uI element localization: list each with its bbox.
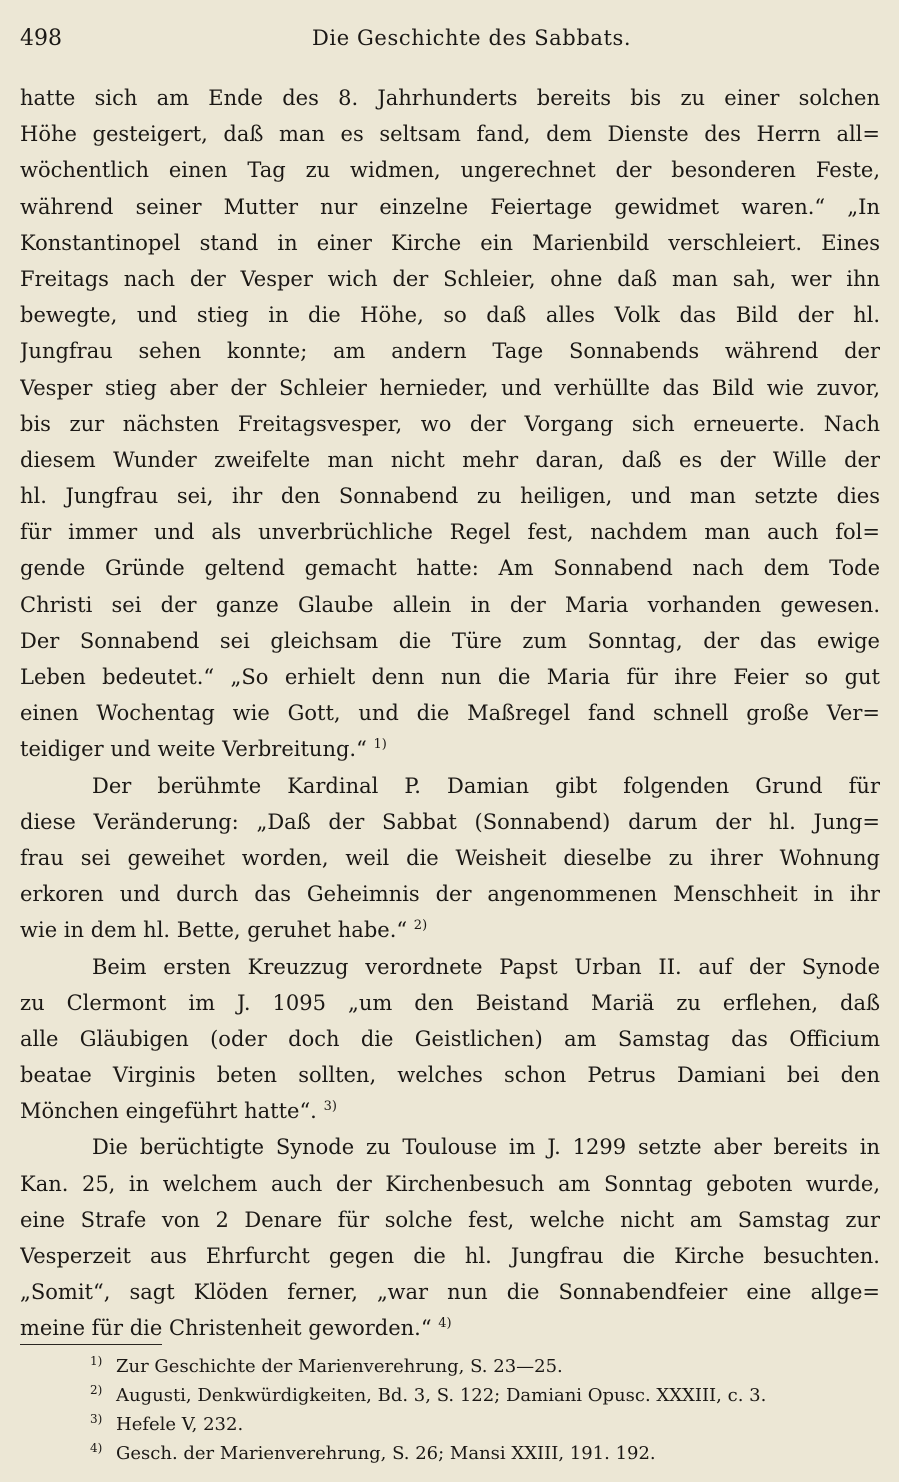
text-line-with-ref [20, 1093, 880, 1129]
footnote-text: Zur Geschichte der Marienverehrung, S. 23—25. [116, 1356, 563, 1377]
text-line: eine Strafe von 2 Denare für solche fest, welche nicht am Samstag zur [20, 1207, 880, 1232]
paragraph-start: Der berühmte Kardinal P. Damian gibt folgenden Grund für [92, 773, 880, 798]
text-line: Vesper stieg aber der Schleier hernieder, und verhüllte das Bild wie zuvor, [20, 375, 880, 400]
paragraph-start: Beim ersten Kreuzzug verordnete Papst Urban II. auf der Synode [92, 954, 880, 979]
footnote: 1) Zur Geschichte der Marienverehrung, S. 23—25. [90, 1354, 563, 1377]
text-line: hl. Jungfrau sei, ihr den Sonnabend zu heiligen, und man setzte dies [20, 484, 880, 509]
footnote-divider [20, 1344, 162, 1345]
footnote-ref: 1) [373, 737, 387, 753]
text-line: Konstantinopel stand in einer Kirche ein Marienbild verschleiert. Eines [20, 230, 880, 255]
text-line: diesem Wunder zweifelte man nicht mehr daran, daß es der Wille der [20, 447, 880, 472]
footnotes [90, 1352, 890, 1468]
text-line: für immer und als unverbrüchliche Regel fest, nachdem man auch fol= [20, 520, 880, 545]
text-line: Christi sei der ganze Glaube allein in der Maria vorhanden gewesen. [20, 592, 880, 617]
text-line: Jungfrau sehen konnte; am andern Tage Sonnabends während der [20, 339, 880, 364]
text-line: während seiner Mutter nur einzelne Feiertage gewidmet waren.“ „In [20, 194, 880, 219]
text-line: Der Sonnabend sei gleichsam die Türe zum Sonntag, der das ewige [20, 628, 880, 653]
text-line: hatte sich am Ende des 8. Jahrhunderts bereits bis zu einer solchen [20, 86, 880, 110]
text-line-with-ref [20, 912, 880, 948]
text-line-with-ref [20, 1310, 880, 1346]
text-line: bewegte, und stieg in die Höhe, so daß alles Volk das Bild der hl. [20, 303, 880, 328]
footnote-ref: 2) [413, 918, 428, 934]
text-line: bis zur nächsten Freitagsvesper, wo der Vorgang sich erneuerte. Nach [20, 411, 880, 436]
paragraph-start: Die berüchtigte Synode zu Toulouse im J. 1299 setzte aber bereits in [92, 1135, 880, 1160]
footnote-text: Gesch. der Marienverehrung, S. 26; Mansi XXIII, 191. 192. [116, 1443, 656, 1464]
body-text [20, 80, 880, 1347]
text-line: frau sei geweihet worden, weil die Weisheit dieselbe zu ihrer Wohnung [20, 845, 880, 870]
text-line-with-ref [20, 731, 880, 767]
page-number: 498 [20, 26, 62, 51]
text-line: Freitags nach der Vesper wich der Schleier, ohne daß man sah, wer ihn [20, 266, 880, 291]
running-title: Die Geschichte des Sabbats. [312, 26, 632, 50]
text-line: meine für die Christenheit geworden.“ [20, 1316, 432, 1341]
text-line: „Somit“, sagt Klöden ferner, „war nun die Sonnabendfeier eine allge= [20, 1280, 880, 1305]
text-line: Vesperzeit aus Ehrfurcht gegen die hl. Jungfrau die Kirche besuchten. [20, 1244, 880, 1268]
footnote: 3) Hefele V, 232. [90, 1412, 244, 1435]
text-line: beatae Virginis beten sollten, welches schon Petrus Damiani bei den [20, 1063, 880, 1088]
text-line: wie in dem hl. Bette, geruhet habe.“ [20, 918, 408, 943]
text-line: gende Gründe geltend gemacht hatte: Am Sonnabend nach dem Tode [20, 556, 880, 581]
text-line: diese Veränderung: „Daß der Sabbat (Sonnabend) darum der hl. Jung= [20, 809, 880, 834]
text-line: alle Gläubigen (oder doch die Geistlichen) am Samstag das Officium [20, 1026, 880, 1051]
text-line: Höhe gesteigert, daß man es seltsam fand, dem Dienste des Herrn all= [20, 122, 880, 147]
footnote-ref: 4) [438, 1316, 452, 1332]
text-line: erkoren und durch das Geheimnis der angenommenen Menschheit in ihr [20, 882, 880, 907]
footnote: 4) Gesch. der Marienverehrung, S. 26; Mansi XXIII, 191. 192. [90, 1441, 656, 1464]
footnote: 2) Augusti, Denkwürdigkeiten, Bd. 3, S. 122; Damiani Opusc. XXXIII, c. 3. [90, 1383, 767, 1406]
footnote-text: Hefele V, 232. [116, 1414, 244, 1435]
text-line: Mönchen eingeführt hatte“. [20, 1099, 317, 1124]
text-line: Kan. 25, in welchem auch der Kirchenbesuch am Sonntag geboten wurde, [20, 1171, 880, 1196]
page-header [20, 26, 882, 60]
footnote-text: Augusti, Denkwürdigkeiten, Bd. 3, S. 122; Damiani Opusc. XXXIII, c. 3. [116, 1385, 767, 1406]
text-line: wöchentlich einen Tag zu widmen, ungerechnet der besonderen Feste, [20, 158, 880, 183]
text-line: einen Wochentag wie Gott, und die Maßregel fand schnell große Ver= [20, 701, 880, 726]
footnote-ref: 3) [323, 1099, 337, 1115]
text-line: Leben bedeutet.“ „So erhielt denn nun die Maria für ihre Feier so gut [20, 665, 880, 689]
text-line: teidiger und weite Verbreitung.“ [20, 737, 367, 762]
text-line: zu Clermont im J. 1095 „um den Beistand Mariä zu erflehen, daß [20, 990, 880, 1015]
